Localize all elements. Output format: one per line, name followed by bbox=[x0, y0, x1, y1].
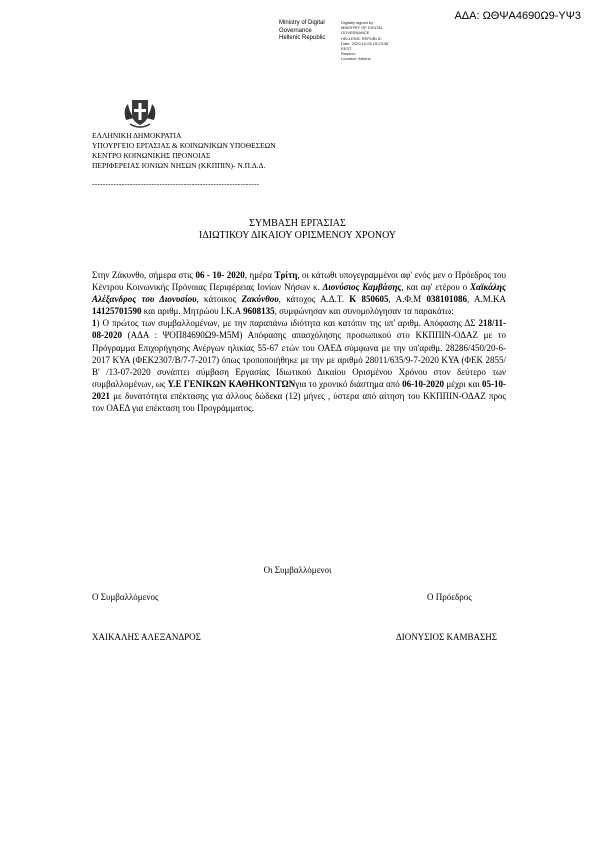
signature-issuer-line: Ministry of Digital bbox=[279, 20, 325, 26]
issuer-header bbox=[92, 131, 276, 171]
title-line-2: ΙΔΙΩΤΙΚΟΥ ΔΙΚΑΙΟΥ ΟΡΙΣΜΕΝΟΥ ΧΡΟΝΟΥ bbox=[198, 230, 397, 241]
ada-code: ΑΔΑ: ΩΘΨΑ4690Ω9-ΥΨ3 bbox=[454, 10, 581, 22]
text-run: μέχρι και bbox=[444, 378, 483, 389]
header-line: ΠΕΡΙΦΕΡΕΙΑΣ ΙΟΝΙΩΝ ΝΗΣΩΝ (ΚΚΠΠΙΝ)- Ν.Π.Δ.Δ. bbox=[92, 161, 266, 170]
text-run: , συμφώνησαν και συνομολόγησαν τα παρακάτω: bbox=[274, 306, 454, 317]
ika-number: 9608135 bbox=[243, 306, 275, 317]
signature-detail-line: GOVERNANCE bbox=[341, 30, 370, 36]
text-run: , Α.Φ.Μ bbox=[388, 294, 427, 305]
text-run: , Α.Μ.ΚΑ bbox=[466, 294, 506, 305]
signature-issuer-line: Governance bbox=[279, 27, 312, 34]
header-line: ΥΠΟΥΡΓΕΙΟ ΕΡΓΑΣΙΑΣ & ΚΟΙΝΩΝΙΚΩΝ ΥΠΟΘΕΣΕΩΝ bbox=[92, 141, 276, 150]
contract-day: Τρίτη bbox=[274, 270, 298, 280]
signatories-title: Οι Συμβαλλόμενοι bbox=[263, 565, 332, 575]
text-run: ) Ο πρώτος των συμβαλλομένων, με την παραπάνω ιδιότητα και κατόπιν της υπ' αριθμ. Απόφασης ΔΣ bbox=[96, 318, 479, 329]
signature-detail-line: MINISTRY OF DIGITAL bbox=[341, 25, 384, 31]
text-run: , και αφ' ετέρου ο bbox=[401, 282, 470, 293]
text-run: , κάτοχος Α.Δ.Τ. bbox=[278, 294, 350, 305]
signature-detail-line: EEST bbox=[341, 46, 352, 52]
contract-date: 06 - 10- 2020 bbox=[195, 270, 245, 280]
president-role: Ο Πρόεδρος bbox=[427, 592, 472, 602]
clause-1 bbox=[92, 317, 506, 414]
board-decision-number: 218/11-08-2020 bbox=[92, 318, 506, 341]
greek-coat-of-arms-icon bbox=[120, 92, 160, 132]
intro-paragraph bbox=[92, 269, 506, 317]
text-run: , οι κάτωθι υπογεγραμμένοι αφ' ενός μεν ο Πρόεδρος του Κέντρου Κοινωνικής Πρόνοιας Περιφέρειας Ιονίων Νήσων κ. bbox=[92, 270, 506, 293]
amka-number: 14125701590 bbox=[92, 306, 142, 317]
signature-issuer bbox=[279, 20, 339, 43]
title-line-1: ΣΥΜΒΑΣΗ ΕΡΓΑΣΙΑΣ bbox=[249, 218, 346, 229]
text-run: και αριθμ. Μητρώου Ι.Κ.Α bbox=[141, 306, 244, 317]
signature-detail-line: Reason: bbox=[341, 51, 356, 57]
contract-body bbox=[92, 269, 506, 414]
employee-name: Χαϊκάλης Αλέξανδρος του Διονυσίου bbox=[92, 282, 507, 305]
residence-city: Ζακύνθου bbox=[241, 294, 279, 305]
contractor-name: ΧΑΙΚΑΛΗΣ ΑΛΕΞΑΝΔΡΟΣ bbox=[92, 632, 201, 642]
id-card-number: Κ 850605 bbox=[349, 294, 389, 305]
signature-detail-line: Location: Athens bbox=[341, 56, 371, 62]
header-line: ΕΛΛΗΝΙΚΗ ΔΗΜΟΚΡΑΤΙΑ bbox=[92, 131, 182, 140]
job-position: Υ.Ε ΓΕΝΙΚΩΝ ΚΑΘΗΚΟΝΤΩΝ bbox=[167, 378, 296, 389]
contractor-role: Ο Συμβαλλόμενος bbox=[92, 592, 159, 602]
start-date: 06-10-2020 bbox=[402, 378, 445, 389]
clause-number: 1 bbox=[92, 318, 97, 329]
text-run: για το χρονικό διάστημα από bbox=[295, 378, 403, 389]
president-name-signature: ΔΙΟΝΥΣΙΟΣ ΚΑΜΒΑΣΗΣ bbox=[396, 632, 497, 642]
header-line: ΚΕΝΤΡΟ ΚΟΙΝΩΝΙΚΗΣ ΠΡΟΝΟΙΑΣ bbox=[92, 151, 211, 160]
president-name: Διονύσιος Καμβάσης bbox=[322, 282, 402, 293]
text-run: , κάτοικος bbox=[196, 294, 242, 305]
signature-detail-line: Digitally signed by bbox=[341, 20, 374, 25]
document-title bbox=[0, 218, 595, 242]
tax-number: 038101086 bbox=[426, 294, 467, 305]
signature-details bbox=[341, 20, 409, 62]
text-run: (ΑΔΑ : ΨΟΠ84690Ω9-Μ5Μ) Απόφασης απασχόλησης προσωπικού στο ΚΚΠΠΙΝ-ΟΔΑΖ με το Πρόγραμμα Επιχορήγησης Ανέργων ηλικίας 55-67 ετών του ΟΑΕΔ σύμφωνα με την υπ'αριθμ. 28286/450/20-6-2017 ΚΥΑ (ΦΕΚ2307/Β/7-7-2017) όπως τροποποιήθηκε με την με αριθμό 28011/635/9-7-2020 ΚΥΑ (ΦΕΚ 2855/Β' /13-07-2020 συνάπτει σύμβαση Εργασίας Ιδιωτικού Δικαίου Ορισμένου Χρόνου στον δεύτερο των συμβαλλομένων, ως bbox=[92, 330, 506, 389]
text-run: , ημέρα bbox=[244, 270, 275, 280]
signature-detail-line: Date: 2020.10.06 15:23:38 bbox=[341, 40, 389, 46]
end-date: 05-10-2021 bbox=[92, 378, 507, 401]
signature-detail-line: HELLENIC REPUBLIC bbox=[341, 35, 382, 41]
header-divider: -------------------------------------------------------------- bbox=[92, 179, 260, 188]
text-run: με δυνατότητα επέκτασης για άλλους δώδεκα (12) μήνες , ύστερα από αίτηση του ΚΚΠΠΙΝ-ΟΔΑΖ προς τον ΟΑΕΔ για επέκταση του Προγράμματος. bbox=[92, 390, 506, 414]
signature-issuer-line: Hellenic Republic bbox=[279, 35, 326, 41]
text-run: Στην Ζάκυνθο, σήμερα στις bbox=[92, 270, 196, 280]
